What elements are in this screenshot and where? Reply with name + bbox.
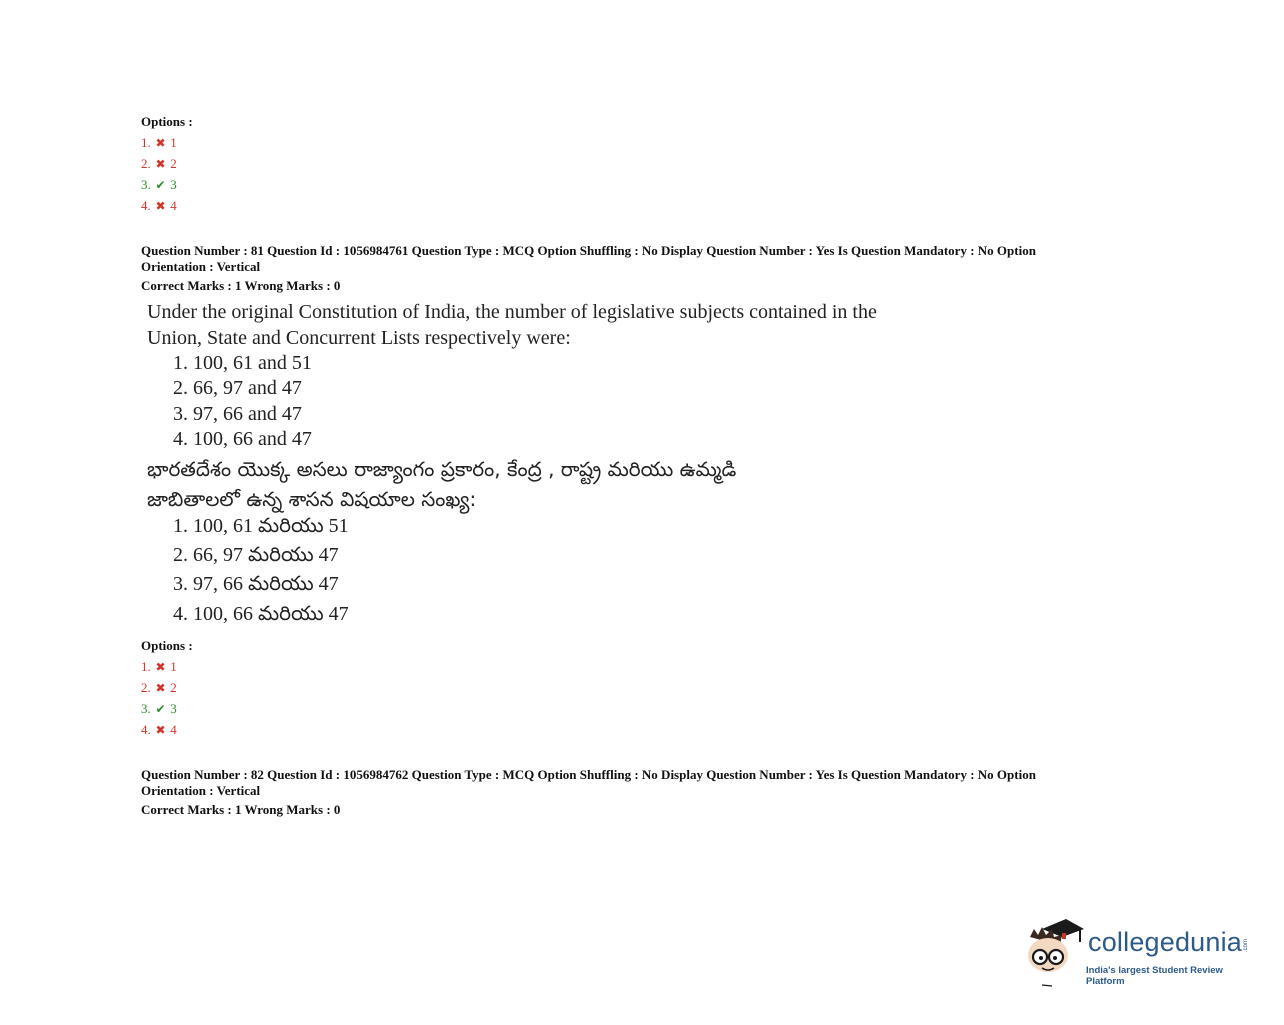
option-3 [141, 177, 177, 193]
meta-line: Orientation : Vertical [141, 259, 261, 274]
option-value: 2 [170, 156, 177, 171]
cross-icon: ✖ [155, 136, 166, 150]
option-4 [141, 198, 177, 214]
option-1 [141, 659, 177, 675]
stem-line: Union, State and Concurrent Lists respectively were: [147, 327, 571, 349]
choice-en-1: 1. 100, 61 and 51 [173, 352, 312, 374]
check-icon: ✔ [155, 178, 166, 192]
options-title: Options : [141, 114, 193, 129]
option-4 [141, 722, 177, 738]
question-81-meta [141, 243, 1141, 275]
option-number: 2. [141, 680, 151, 695]
cross-icon: ✖ [155, 199, 166, 213]
option-value: 3 [170, 177, 177, 192]
choice-en-4: 4. 100, 66 and 47 [173, 428, 312, 450]
collegedunia-logo [1022, 915, 1262, 990]
stem-line: జాబితాలలో ఉన్న శాసన విషయాల సంఖ్య: [147, 487, 477, 511]
cross-icon: ✖ [155, 660, 166, 674]
option-number: 4. [141, 198, 151, 213]
cross-icon: ✖ [155, 723, 166, 737]
check-icon: ✔ [155, 702, 166, 716]
option-number: 2. [141, 156, 151, 171]
options-title: Options : [141, 638, 193, 653]
choice-te-4: 4. 100, 66 మరియు 47 [173, 603, 349, 625]
logo-suffix: .com [1243, 939, 1249, 953]
option-3 [141, 701, 177, 717]
cross-icon: ✖ [155, 157, 166, 171]
mascot-icon [1022, 915, 1084, 990]
question-82-marks: Correct Marks : 1 Wrong Marks : 0 [141, 802, 341, 817]
option-number: 4. [141, 722, 151, 737]
question-81-marks: Correct Marks : 1 Wrong Marks : 0 [141, 278, 341, 293]
option-value: 2 [170, 680, 177, 695]
option-value: 4 [170, 722, 177, 737]
option-number: 1. [141, 135, 151, 150]
logo-wordmark: collegedunia [1088, 927, 1243, 957]
option-value: 1 [170, 135, 177, 150]
choice-en-2: 2. 66, 97 and 47 [173, 377, 302, 399]
cross-icon: ✖ [155, 681, 166, 695]
question-82-meta [141, 767, 1141, 799]
option-1 [141, 135, 177, 151]
meta-line: Orientation : Vertical [141, 783, 261, 798]
option-value: 3 [170, 701, 177, 716]
question-stem-english [147, 299, 877, 351]
meta-line: Question Number : 82 Question Id : 1056984762 Question Type : MCQ Option Shuffling : No Display Question Number : Yes Is Question Mandatory : No Option [141, 767, 1036, 782]
meta-line: Question Number : 81 Question Id : 1056984761 Question Type : MCQ Option Shuffling : No Display Question Number : Yes Is Question Mandatory : No Option [141, 243, 1036, 258]
option-2 [141, 680, 177, 696]
stem-line: Under the original Constitution of India, the number of legislative subjects contained in the [147, 301, 877, 323]
option-number: 1. [141, 659, 151, 674]
choice-te-1: 1. 100, 61 మరియు 51 [173, 515, 349, 537]
option-number: 3. [141, 177, 151, 192]
question-stem-telugu [147, 454, 736, 514]
option-2 [141, 156, 177, 172]
choice-te-3: 3. 97, 66 మరియు 47 [173, 573, 339, 595]
option-value: 4 [170, 198, 177, 213]
stem-line: భారతదేశం యొక్క అసలు రాజ్యాంగం ప్రకారం, కేంద్ర , రాష్ట్ర మరియు ఉమ్మడి [147, 457, 737, 481]
logo-tagline: India's largest Student Review Platform [1086, 965, 1223, 987]
choice-te-2: 2. 66, 97 మరియు 47 [173, 544, 339, 566]
option-number: 3. [141, 701, 151, 716]
option-value: 1 [170, 659, 177, 674]
choice-en-3: 3. 97, 66 and 47 [173, 403, 302, 425]
